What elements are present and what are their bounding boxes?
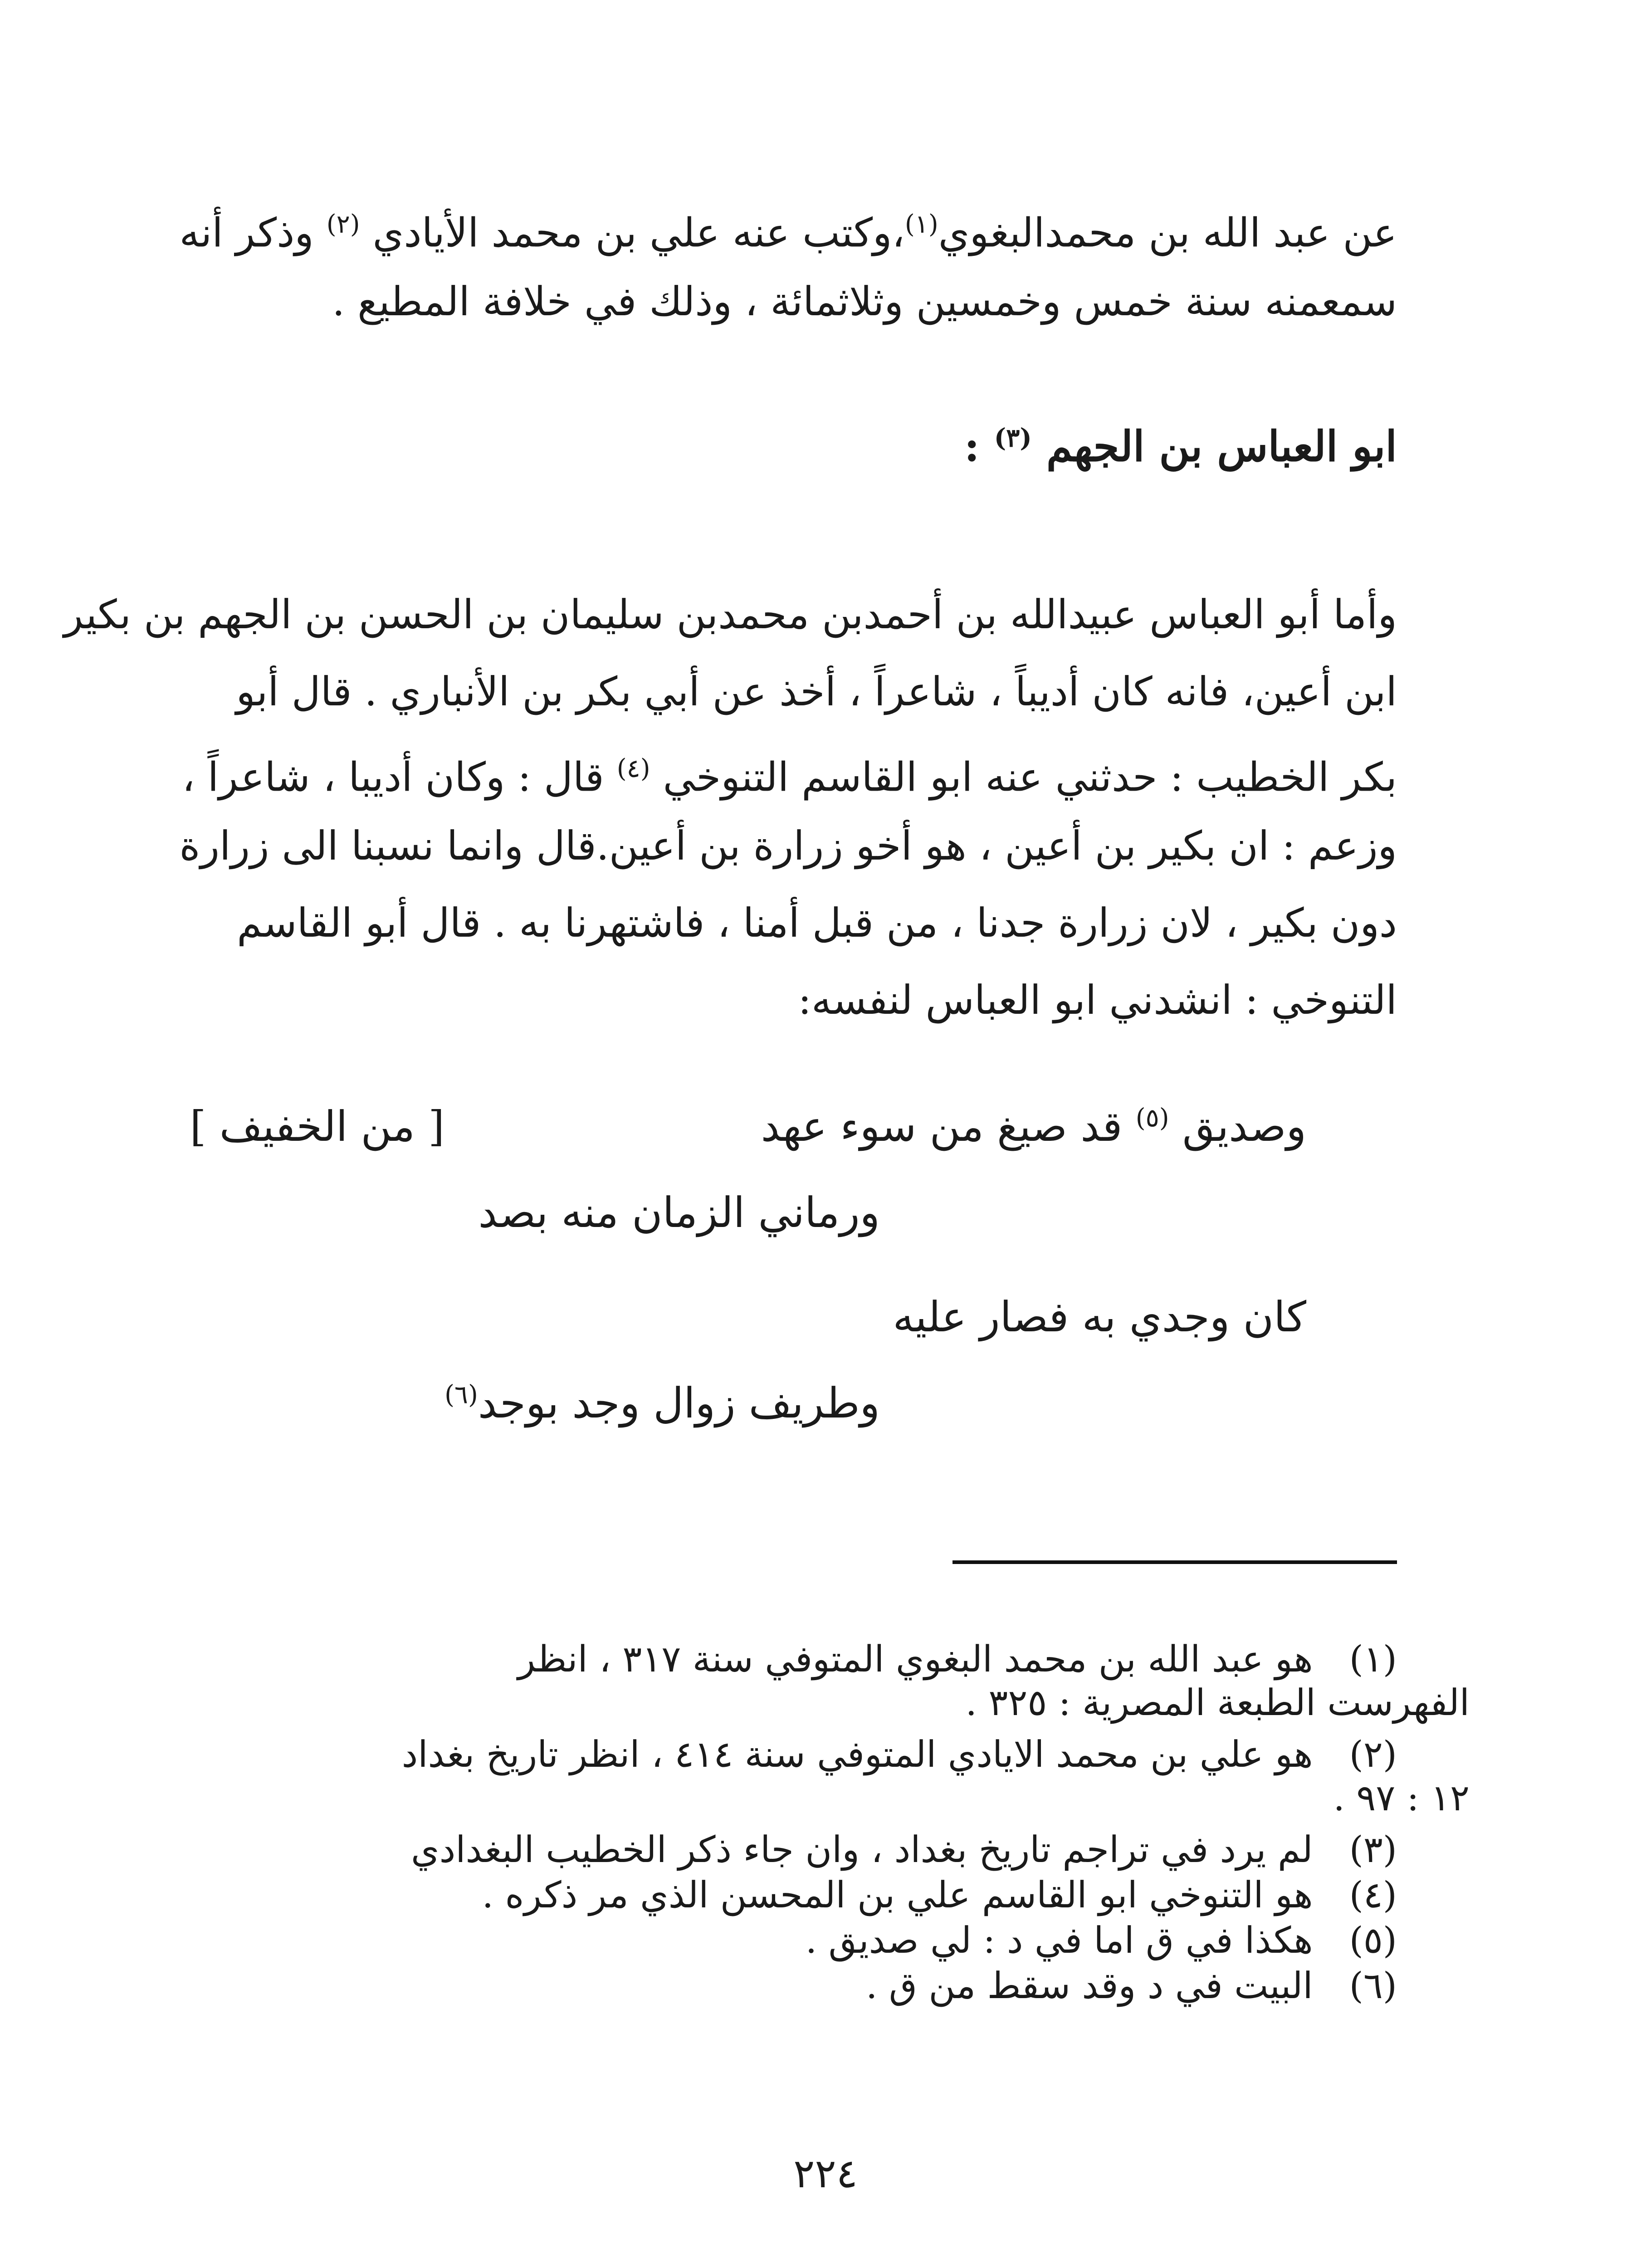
footnote-ref-1[interactable]: (١): [904, 210, 938, 239]
footnote-4: [482, 1873, 1397, 1917]
footnote-number: (٢): [1349, 1733, 1397, 1775]
footnote-number: (٣): [1349, 1828, 1397, 1871]
section-heading: [964, 422, 1397, 471]
poem-verse-3: كان وجدي به فصار عليه: [893, 1293, 1306, 1341]
footnote-text: البيت في د وقد سقط من ق .: [866, 1965, 1313, 2007]
heading-colon: :: [964, 422, 980, 471]
paragraph-line-5: دون بكير ، لان زرارة جدنا ، من قبل أمنا ، فاشتهرنا به . قال أبو القاسم: [237, 899, 1397, 946]
intro-text-c: وذكر أنه: [179, 209, 314, 256]
footnote-text: هو عبد الله بن محمد البغوي المتوفي سنة ٣١٧ ، انظر: [518, 1638, 1313, 1680]
footnote-text: لم يرد في تراجم تاريخ بغداد ، وان جاء ذكر الخطيب البغدادي: [410, 1828, 1313, 1871]
footnote-number: (٥): [1349, 1919, 1397, 1961]
poem-verse-4: [444, 1379, 880, 1427]
verse-1-a: وصديق: [1182, 1102, 1306, 1151]
page-number: ٢٢٤: [793, 2150, 858, 2197]
paragraph-line-1: وأما أبو العباس عبيدالله بن أحمدبن محمدبن سليمان بن الحسن بن الجهم بن بكير: [64, 591, 1397, 638]
footnote-3: [411, 1828, 1397, 1872]
intro-text-b: وكتب عنه علي بن محمد الأيادي: [372, 209, 892, 256]
verse-1-b: قد صيغ من سوء عهد: [761, 1102, 1123, 1151]
paragraph-line-6: التنوخي : انشدني ابو العباس لنفسه:: [798, 977, 1397, 1023]
footnote-ref-3[interactable]: (٣): [994, 423, 1032, 453]
footnote-number: (٤): [1349, 1874, 1397, 1916]
footnote-number: (٦): [1349, 1965, 1397, 2007]
poem-verse-2: ورماني الزمان منه بصد: [478, 1188, 880, 1237]
footnote-6: [866, 1964, 1397, 2008]
paragraph-line-3-tail: قال : وكان أديبا ، شاعراً ،: [182, 753, 604, 801]
footnote-ref-4[interactable]: (٤): [616, 754, 650, 783]
verse-4-text: وطريف زوال وجد بوجد: [478, 1379, 880, 1427]
heading-title: ابو العباس بن الجهم: [1046, 422, 1397, 471]
footnote-ref-6[interactable]: (٦): [444, 1380, 478, 1410]
intro-line-2: سمعمنه سنة خمس وخمسين وثلاثمائة ، وذلك في خلافة المطيع .: [332, 278, 1397, 325]
paragraph-line-2: ابن أعين، فانه كان أديباً ، شاعراً ، أخذ عن أبي بكر بن الأنباري . قال أبو: [236, 668, 1397, 715]
paragraph-line-3: [181, 739, 1397, 807]
poem-meter: [ من الخفيف ]: [190, 1102, 444, 1151]
footnote-ref-5[interactable]: (٥): [1135, 1103, 1169, 1133]
footnote-1-continuation: الفهرست الطبعة المصرية : ٣٢٥ .: [965, 1681, 1470, 1724]
intro-comma: ،: [892, 209, 905, 256]
footnote-2-continuation: ١٢ : ٩٧ .: [1333, 1777, 1470, 1819]
footnote-number: (١): [1349, 1638, 1397, 1680]
footnote-text: هو علي بن محمد الايادي المتوفي سنة ٤١٤ ، انظر تاريخ بغداد: [401, 1733, 1313, 1775]
intro-line-1: [181, 195, 1397, 262]
footnote-text: هكذا في ق اما في د : لي صديق .: [805, 1919, 1313, 1961]
footnote-separator: [952, 1560, 1397, 1564]
footnote-1: [518, 1637, 1397, 1681]
footnote-5: [806, 1919, 1397, 1962]
footnote-text: هو التنوخي ابو القاسم علي بن المحسن الذي مر ذكره .: [482, 1874, 1313, 1916]
footnote-2: [402, 1733, 1397, 1776]
intro-text-a: عن عبد الله بن محمدالبغوي: [938, 209, 1397, 256]
paragraph-line-4: وزعم : ان بكير بن أعين ، هو أخو زرارة بن أعين.قال وانما نسبنا الى زرارة: [179, 822, 1397, 869]
footnote-ref-2[interactable]: (٢): [326, 210, 360, 239]
paragraph-line-3-text: بكر الخطيب : حدثني عنه ابو القاسم التنوخي: [663, 753, 1397, 801]
poem-verse-1: [761, 1102, 1306, 1151]
